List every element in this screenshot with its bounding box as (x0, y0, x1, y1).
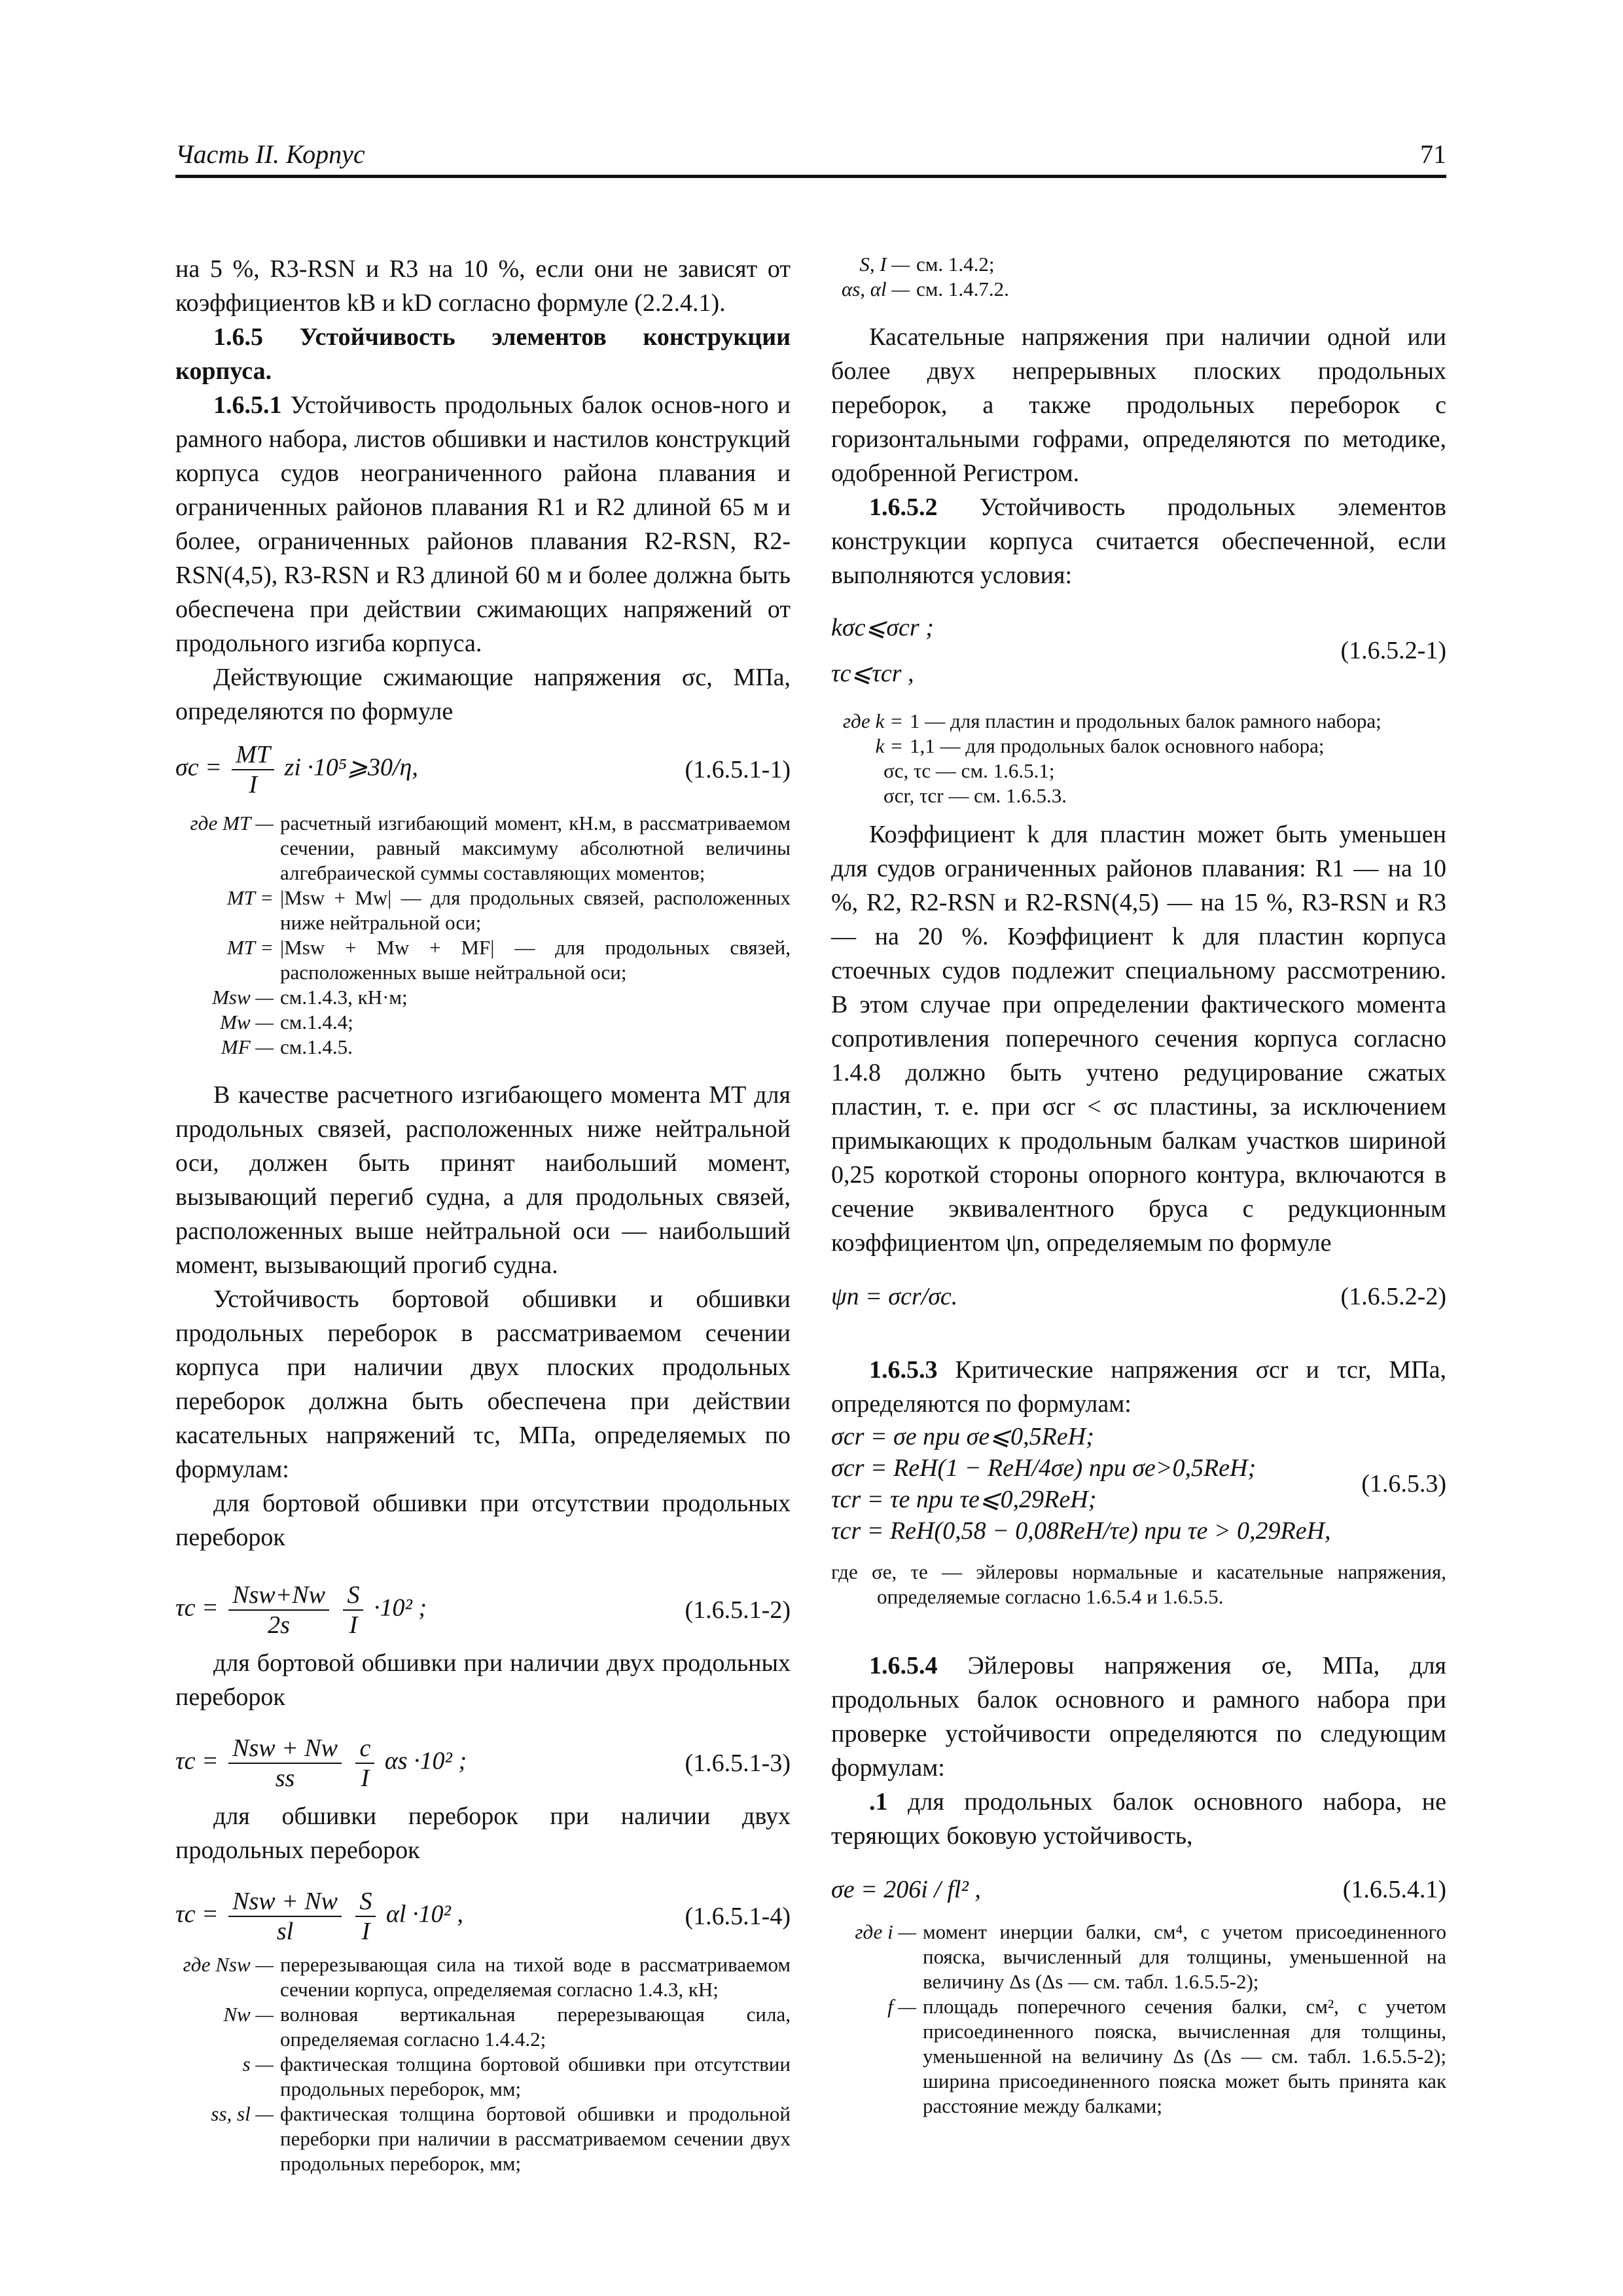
clause-text: Устойчивость продольных элементов конструкции корпуса считается обеспеченной, если выполняются условия: (831, 493, 1446, 589)
formula-fraction (343, 1581, 363, 1640)
fraction-denominator: sl (276, 1918, 294, 1945)
formula-lhs: τc = (175, 1594, 219, 1622)
formula-fraction (355, 1734, 374, 1793)
formula-1-6-5-1-4 (175, 1887, 791, 1946)
item-text: для продольных балок основного набора, не теряющих боковую устойчивость, (831, 1788, 1447, 1850)
where-text: 1,1 — для продольных балок основного набора; (910, 734, 1325, 757)
formula-fraction (228, 1887, 342, 1946)
formula-fraction (228, 1734, 342, 1793)
formula-line: τcr = ReH(0,58 − 0,08ReH/τe) при τe > 0,29ReH, (831, 1517, 1331, 1545)
formula-ref: (1.6.5.1-2) (685, 1596, 791, 1624)
where-row (175, 2102, 791, 2176)
clause-number: 1.6.5.1 (213, 391, 282, 419)
paragraph-1-6-5-1 (175, 388, 791, 660)
paragraph-case-b: для бортовой обшивки при наличии двух продольных переборок (175, 1649, 791, 1711)
spacer (175, 1060, 791, 1078)
where-text: см.1.4.4; (280, 1011, 353, 1033)
paragraph-1-6-5-3 (831, 1353, 1446, 1421)
formula-1-6-5-1-2 (175, 1581, 791, 1640)
fraction-denominator: I (361, 1918, 370, 1945)
clause-text: Эйлеровы напряжения σe, МПа, для продольных балок основного и рамного набора при проверке устойчивости определяются по следующим формулам: (831, 1652, 1447, 1782)
where-text: фактическая толщина бортовой обшивки и продольной переборки при наличии в рассматриваемом сечении двух продольных переборок, мм; (280, 2102, 791, 2175)
where-text: |Msw + Mw + MF| — для продольных связей, расположенных выше нейтральной оси; (280, 936, 791, 984)
where-list-5 (831, 1920, 1446, 2119)
formula-ref: (1.6.5.4.1) (1342, 1876, 1446, 1903)
where-text: волновая вертикальная перерезывающая сила, определяемая согласно 1.4.4.2; (280, 2003, 791, 2051)
where-label: где MT — (190, 812, 274, 834)
right-column (831, 252, 1446, 2119)
where-row (175, 811, 791, 886)
formula-line: τcr = τe при τe⩽0,29ReH; (831, 1486, 1097, 1513)
paragraph-shear-stress: Касательные напряжения при наличии одной или более двух непрерывных плоских продольных переборок, а также продольных переборок с горизонтальными гофрами, определяются по методике, одобренной Регистром. (831, 323, 1446, 487)
formula-rhs: ·10² ; (373, 1594, 427, 1622)
paragraph-acting-stress: Действующие сжимающие напряжения σc, МПа, определяются по формуле (175, 664, 791, 725)
formula-eq: σe = 206i / fl² , (831, 1876, 981, 1903)
paragraph-continuation: на 5 %, R3-RSN и R3 на 10 %, если они не зависят от коэффициентов kB и kD согласно формуле (2.2.4.1). (175, 255, 791, 317)
where-text: расчетный изгибающий момент, кН.м, в рассматриваемом сечении, равный максимуму абсолютной величины алгебраической суммы составляющих моментов; (280, 812, 791, 884)
where-row (831, 709, 1446, 734)
fraction-denominator: ss (275, 1765, 295, 1792)
formula-ref: (1.6.5.1-3) (685, 1749, 791, 1777)
clause-text: Критические напряжения σcr и τcr, МПа, определяются по формулам: (831, 1356, 1446, 1418)
where-label (831, 783, 883, 808)
where-label: f — (887, 1995, 916, 2018)
where-label: где Nsw — (183, 1953, 274, 1976)
where-label: s — (242, 2053, 274, 2075)
fraction-numerator: Nsw + Nw (228, 1734, 342, 1764)
where-row (175, 2052, 791, 2102)
formula-ref: (1.6.5.1-4) (685, 1903, 791, 1930)
formula-line: σcr = σe при σe⩽0,5ReH; (831, 1423, 1094, 1450)
where-label: где k = (842, 709, 903, 732)
formula-lhs: σc = (175, 753, 222, 781)
where-label (831, 759, 883, 783)
formula-fraction (232, 740, 274, 799)
where-row (831, 277, 1446, 302)
where-label: Msw — (212, 986, 274, 1009)
paragraph-1-6-5-4 (831, 1649, 1446, 1785)
spacer (831, 302, 1446, 320)
paragraph-item-1 (831, 1785, 1446, 1853)
where-label: αs, αl — (841, 278, 910, 300)
where-text: 1 — для пластин и продольных балок рамного набора; (910, 709, 1382, 732)
fraction-numerator: S (355, 1887, 376, 1917)
where-label: k = (875, 734, 903, 757)
paragraph-case-a: для бортовой обшивки при отсутствии продольных переборок (175, 1490, 791, 1551)
clause-number: 1.6.5.4 (869, 1652, 938, 1679)
formula-1-6-5-3 (831, 1421, 1446, 1547)
where-text: |Msw + Mw| — для продольных связей, расположенных ниже нейтральной оси; (280, 886, 791, 934)
where-row (175, 886, 791, 935)
where-label: S, I — (859, 253, 910, 276)
where-label: MT = (226, 936, 274, 959)
fraction-denominator: I (249, 771, 257, 798)
paragraph-design-moment: В качестве расчетного изгибающего момента MT для продольных связей, расположенных ниже нейтральной оси, должен быть принят наибольший момент, вызывающий перегиб судна, а для продольных связей, расположенных выше нейтральной оси — наибольший момент, вызывающий прогиб судна. (175, 1081, 791, 1279)
formula-1-6-5-1-1 (175, 740, 791, 799)
fraction-denominator: I (349, 1611, 358, 1639)
where-text: см.1.4.3, кН·м; (280, 986, 408, 1009)
where-text: см. 1.4.2; (916, 253, 995, 276)
where-row (175, 1035, 791, 1060)
formula-rhs: αs ·10² ; (384, 1747, 467, 1775)
item-number: .1 (869, 1788, 888, 1816)
where-list-0 (831, 252, 1446, 302)
fraction-numerator: c (355, 1734, 374, 1764)
where-text: σcr, τcr — см. 1.6.5.3. (883, 784, 1067, 807)
where-text: σc, τc — см. 1.6.5.1; (883, 759, 1055, 782)
section-heading-1-6-5: 1.6.5 Устойчивость элементов конструкции корпуса. (175, 323, 791, 385)
formula-line: τc⩽τcr , (831, 660, 914, 687)
where-row (831, 1920, 1446, 1994)
where-row (831, 1994, 1446, 2119)
where-label: MF — (221, 1035, 274, 1058)
where-row (175, 1952, 791, 2002)
formula-ref: (1.6.5.1-1) (685, 756, 791, 783)
header-part-title: Часть II. Корпус (175, 139, 365, 169)
where-row (831, 759, 1446, 783)
formula-line: σcr = ReH(1 − ReH/4σe) при σe>0,5ReH; (831, 1454, 1257, 1482)
where-label: ss, sl — (211, 2102, 274, 2125)
where-list-3 (831, 709, 1446, 808)
where-text: фактическая толщина бортовой обшивки при отсутствии продольных переборок, мм; (280, 2053, 791, 2100)
formula-ref: (1.6.5.2-2) (1340, 1283, 1446, 1310)
left-column (175, 252, 791, 2176)
page-number: 71 (1420, 139, 1446, 169)
where-row (175, 2002, 791, 2052)
formula-lhs: τc = (175, 1900, 219, 1928)
formula-1-6-5-2-1 (831, 608, 1446, 693)
where-text: см. 1.4.7.2. (916, 278, 1009, 300)
where-list-1 (175, 811, 791, 1060)
fraction-numerator: S (343, 1581, 363, 1611)
where-text: см.1.4.5. (280, 1035, 353, 1058)
where-row (831, 734, 1446, 759)
where-list-2 (175, 1952, 791, 2176)
formula-fraction (355, 1887, 376, 1946)
formula-rhs: zi ·10⁵⩾30/η, (284, 753, 418, 781)
where-euler-note: где σe, τe — эйлеровы нормальные и касательные напряжения, определяемые согласно 1.6.5.4 и 1.6.5.5. (831, 1560, 1446, 1608)
where-row (175, 935, 791, 985)
clause-number: 1.6.5.3 (869, 1356, 938, 1384)
clause-text: Устойчивость продольных балок основ-ного и рамного набора, листов обшивки и настилов конструкций корпуса судов неограниченного района плавания и ограниченных районов плавания R1 и R2 длиной 65 м и более, ограниченных районов плавания R2-RSN, R2-RSN(4,5), R3-RSN и R3 длиной 60 м и более должна быть обеспечена при действии сжимающих напряжений от продольного изгиба корпуса. (175, 391, 791, 657)
formula-ref: (1.6.5.2-1) (1340, 637, 1446, 664)
fraction-denominator: I (361, 1765, 370, 1792)
formula-fraction (228, 1581, 329, 1640)
where-row (831, 783, 1446, 808)
paragraph-side-stability: Устойчивость бортовой обшивки и обшивки продольных переборок в рассматриваемом сечении корпуса при наличии двух плоских продольных переборок должна быть обеспечена при действии касательных напряжений τc, МПа, определяемых по формулам: (175, 1285, 791, 1483)
where-text: момент инерции балки, см⁴, с учетом присоединенного пояска, вычисленный для толщины, уменьшенной на величину Δs (Δs — см. табл. 1.6.5.5-2); (923, 1920, 1446, 1993)
formula-1-6-5-4-1 (831, 1873, 1446, 1907)
formula-1-6-5-1-3 (175, 1734, 791, 1793)
where-row (175, 1010, 791, 1035)
paragraph-1-6-5-2 (831, 490, 1446, 592)
clause-number: 1.6.5.2 (869, 493, 938, 521)
formula-eq: ψn = σcr/σc. (831, 1283, 958, 1310)
formula-lhs: τc = (175, 1747, 219, 1775)
paragraph-case-c: для обшивки переборок при наличии двух продольных переборок (175, 1803, 791, 1864)
formula-ref: (1.6.5.3) (1361, 1470, 1446, 1498)
where-label: MT = (226, 886, 274, 909)
fraction-numerator: Nsw+Nw (228, 1581, 329, 1611)
formula-rhs: αl ·10² , (385, 1900, 463, 1928)
fraction-denominator: 2s (268, 1611, 290, 1639)
paragraph-coefficient-k: Коэффициент k для пластин может быть уменьшен для судов ограниченных районов плавания: R1 — на 10 %, R2, R2-RSN и R2-RSN(4,5) — на 15 %, R3-RSN и R3 — на 20 %. Коэффициент k для пластин корпуса стоечных судов подлежит специальному рассмотрению. В этом случае при определении фактического момента сопротивления поперечного сечения корпуса согласно 1.4.8 должно быть учтено редуцирование сжатых пластин, т. е. при σcr < σc пластины, за исключением примыкающих к продольным балкам участков шириной 0,25 короткой стороны опорного контура, включаются в сечение эквивалентного бруса с редукционным коэффициентом ψn, определяемым по формуле (831, 821, 1446, 1257)
formula-line: kσc⩽σcr ; (831, 614, 934, 641)
where-row (175, 985, 791, 1010)
fraction-numerator: Nsw + Nw (228, 1887, 342, 1917)
where-row (831, 252, 1446, 277)
where-label: Nw — (223, 2003, 274, 2026)
where-text: перерезывающая сила на тихой воде в рассматриваемом сечении корпуса, определяемая согласно 1.4.3, кН; (280, 1953, 791, 2001)
formula-1-6-5-2-2 (831, 1280, 1446, 1314)
running-header (175, 134, 1446, 178)
where-text: площадь поперечного сечения балки, см², с учетом присоединенного пояска, вычисленная для толщины, уменьшенной на величину Δs (Δs — см. табл. 1.6.5.5-2); ширина присоединенного пояска может быть принята как расстояние между балками; (923, 1995, 1446, 2117)
fraction-numerator: MT (232, 740, 274, 770)
where-label: Mw — (220, 1011, 274, 1033)
where-label: где i — (855, 1920, 916, 1943)
